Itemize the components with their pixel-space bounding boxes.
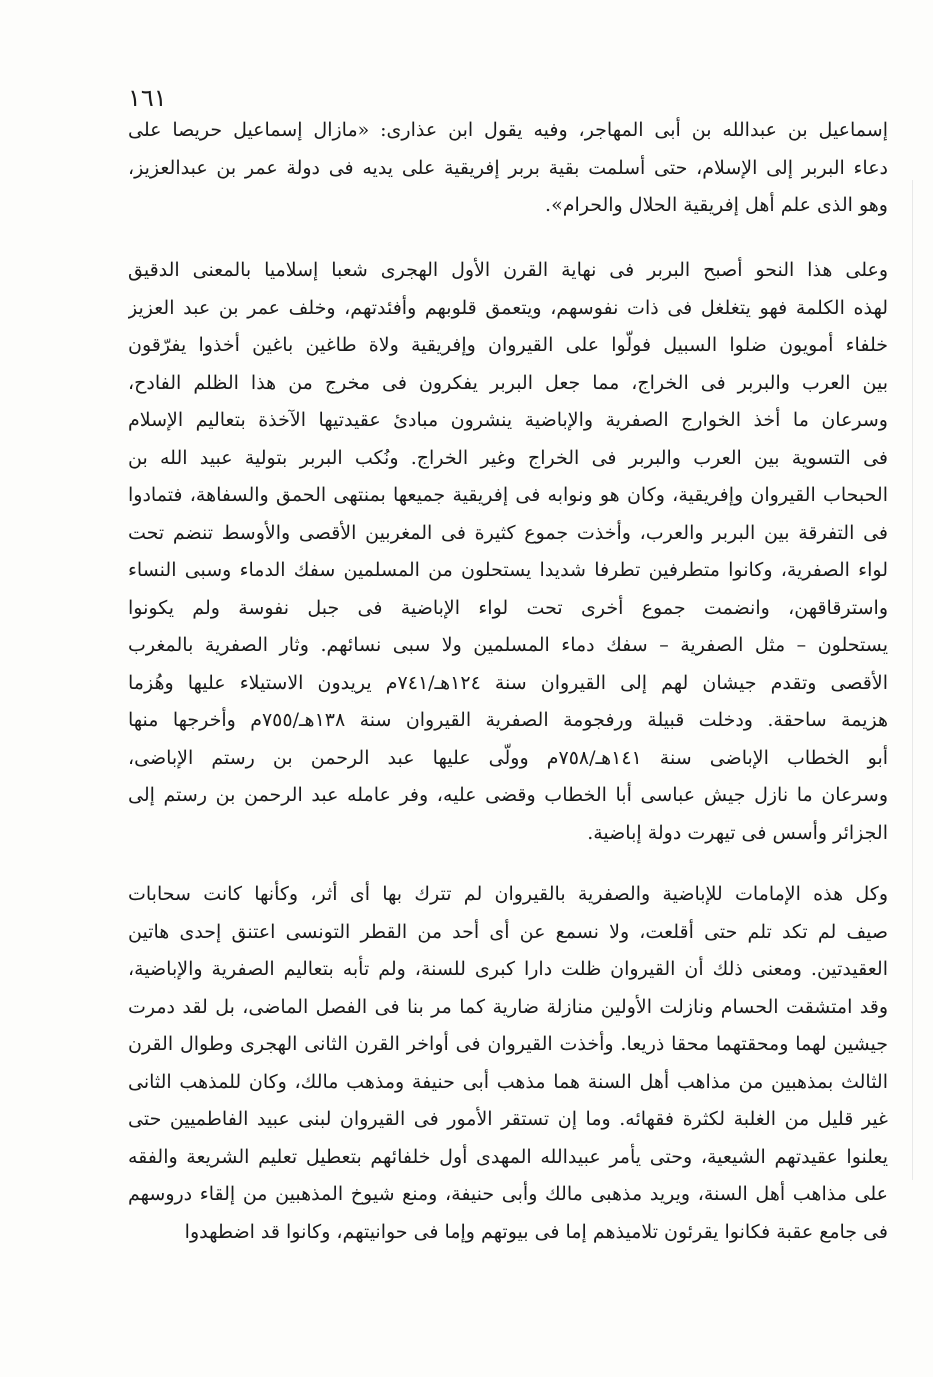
paragraph-2 [128,252,888,852]
text-line: الثالث بمذهبين من مذاهب أهل السنة هما مذهب أبى حنيفة ومذهب مالك، وكان للمذهب الثانى [128,1070,888,1093]
text-line: على مذاهب أهل السنة، ويريد مذهبى مالك وأبى حنيفة، ومنع شيوخ المذهبين من إلقاء دروسهم [128,1183,888,1205]
text-line: وهو الذى علم أهل إفريقية الحلال والحرام». [545,194,888,216]
text-line: لهذه الكلمة فهو يتغلغل فى ذات نفوسهم، ويتعمق قلوبهم وأفئدتهم، وخلف عمر بن عبد العزيز [128,296,888,319]
text-line: فى التفرقة بين البربر والعرب، وأخذت جموع كثيرة فى المغربين الأقصى والأوسط تنضم تحت [128,521,888,544]
text-line: غير قليل من الغلبة لكثرة فقهائه. وما إن تستقر الأمور فى القيروان لبنى عبيد الفاطميين حتى [128,1108,888,1130]
text-line: وعلى هذا النحو أصبح البربر فى نهاية القرن الأول الهجرى شعبا إسلاميا بالمعنى الدقيق [128,259,888,281]
paragraph-1 [128,112,888,225]
text-line: الأقصى وتقدم جيشان لهم إلى القيروان سنة ١٢٤هـ/٧٤١م يريدون الاستيلاء عليها وهُزما [128,671,888,694]
page-edge-divider [912,180,913,1180]
text-line: جيشين لهما ومحقتهما محقا ذريعا. وأخذت القيروان فى أواخر القرن الثانى الهجرى وطوال القرن [128,1033,888,1055]
text-line: الجزائر وأسس فى تيهرت دولة إباضية. [587,821,888,844]
text-line: فى جامع عقبة فكانوا يقرئون تلاميذهم إما فى بيوتهم وإما فى حوانيتهم، وكانوا قد اضطهدوا [184,1220,888,1243]
text-line: وسرعان ما نازل جيش عباسى أبا الخطاب وقضى عليه، وفر عامله عبد الرحمن بن رستم إلى [128,784,888,806]
text-line: هزيمة ساحقة. ودخلت قبيلة ورفجومة الصفرية القيروان سنة ١٣٨هـ/٧٥٥م وأخرجها منها [128,709,888,731]
text-line: يستحلون – مثل الصفرية – سفك دماء المسلمين ولا سبى نسائهم. وثار الصفرية بالمغرب [128,634,888,656]
text-line: لواء الصفرية، وكانوا متطرفين تطرفا شديدا يستحلون من المسلمين سفك الدماء وسبى النساء [128,559,888,581]
page-number: ١٦١ [128,84,167,112]
paragraph-3 [128,876,888,1251]
text-line: إسماعيل بن عبدالله بن أبى المهاجر، وفيه يقول ابن عذارى: «مازال إسماعيل حريصا على [128,119,888,141]
text-line: صيف لم تكد تلم حتى أقلعت، ولا نسمع عن أى أحد من القطر التونسى اعتنق إحدى هاتين [128,920,888,943]
text-line: الحبحاب القيروان وإفريقية، وكان هو ونوابه فى إفريقية جميعها بمنتهى الحمق والسفاهة، فتمادوا [128,484,888,506]
text-line: العقيدتين. ومعنى ذلك أن القيروان ظلت دارا كبرى للسنة، ولم تأبه بتعاليم الصفرية والإباضية، [128,958,888,980]
text-line: وسرعان ما أخذ الخوارج الصفرية والإباضية ينشرون مبادئ عقيدتيها الآخذة بتعاليم الإسلام [128,409,888,431]
text-line: أبو الخطاب الإباضى سنة ١٤١هـ/٧٥٨م وولّى عليها عبد الرحمن بن رستم الإباضى، [128,746,888,769]
text-line: بين العرب والبربر فى الخراج، مما جعل البربر يفكرون فى مخرج من هذا الظلم الفادح، [128,371,888,394]
text-line: واسترقاقهن، وانضمت جموع أخرى تحت لواء الإباضية فى جبل نفوسة ولم يكونوا [128,596,888,619]
text-line: يعلنوا عقيدتهم الشيعية، وحتى يأمر عبيدالله المهدى أول خلفائهم بتعطيل تعليم الشريعة والفقه [128,1145,888,1168]
text-line: وقد امتشقت الحسام ونازلت الأولين منازلة ضارية كما مر بنا فى الفصل الماضى، بل لقد دمرت [128,995,888,1018]
text-line: وكل هذه الإمامات للإباضية والصفرية بالقيروان لم تترك بها أى أثر، وكأنها كانت سحابات [128,883,888,905]
text-line: دعاء البربر إلى الإسلام، حتى أسلمت بقية بربر إفريقية على يديه فى دولة عمر بن عبدالعزيز، [128,156,888,179]
text-line: فى التسوية بين العرب والبربر فى الخراج وغير الخراج. ونُكب البربر بتولية عبيد الله بن [128,446,888,469]
text-line: خلفاء أمويون ضلوا السبيل فولّوا على القيروان وإفريقية ولاة طاغين باغين أخذوا يفرّقون [128,334,888,356]
